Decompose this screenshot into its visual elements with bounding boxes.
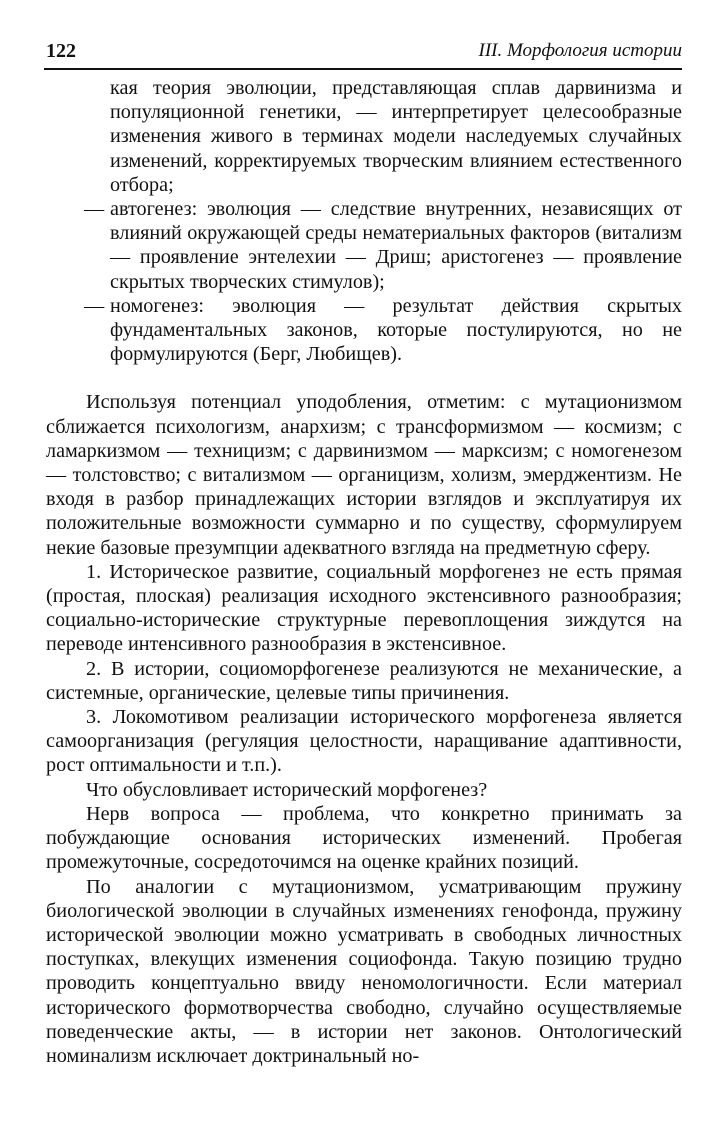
- paragraph-presumption-1: 1. Историческое развитие, социальный морфогенез не есть прямая (простая, плоская) реализация исходного экстенсивного разнообразия; социально-исторические структурные перевоплощения зиждутся на переводе интенсивного разнообразия в экстенсивное.: [46, 560, 682, 656]
- list-item-nomogenesis: [84, 294, 682, 367]
- list-item-text: номогенез: эволюция — результат действия скрытых фундаментальных законов, которые постулируются, но не формулируются (Берг, Любищев).: [110, 294, 682, 366]
- paragraph-question: Что обусловливает исторический морфогенез?: [86, 778, 488, 801]
- list-item-text: автогенез: эволюция — следствие внутренних, независящих от влияний окружающей среды нематериальных факторов (витализм — проявление энтелехии — Дриш; аристогенез — проявление скрытых творческих стимулов);: [110, 198, 682, 293]
- chapter-title: III. Морфология истории: [478, 40, 682, 61]
- list-dash: —: [84, 198, 105, 221]
- paragraph-analogies: Используя потенциал уподобления, отметим: с мутационизмом сближается психологизм, анархизм; с трансформизмом — космизм; с ламаркизмом — техницизм; с дарвинизмом — марксизм; с номогенезом — толстовство; с витализмом — органицизм, холизм, эмерджентизм. Не входя в разбор принадлежащих истории взглядов и эксплуатируя их положительные возможности суммарно и по существу, сформулируем некие базовые презумпции адекватного взгляда на предметную сферу.: [46, 391, 682, 559]
- list-item-autogenesis: [84, 197, 682, 294]
- paragraph-analogy-mutationism: По аналогии с мутационизмом, усматривающим пружину биологической эволюции в случайных изменениях генофонда, пружину исторической эволюции можно усматривать в свободных личностных поступках, влекущих изменения социофонда. Такую позицию трудно проводить концептуально ввиду неномологичности. Если материал исторического формотворчества свободно, случайно осуществляемые поведенческие акты, — в истории нет законов. Онтологический номинализм исключает доктринальный но-: [46, 875, 682, 1067]
- paragraph-presumption-3: 3. Локомотивом реализации исторического морфогенеза является самоорганизация (регуляция целостности, наращивание адаптивности, рост оптимальности и т.п.).: [46, 706, 682, 777]
- list-continuation: кая теория эволюции, представляющая сплав дарвинизма и популяционной генетики, — интерпретирует целесообразные изменения живого в терминах модели наследуемых случайных изменений, корректируемых творческим влиянием естественного отбора;: [110, 77, 682, 196]
- running-header: [44, 34, 682, 70]
- paragraph-nerve: Нерв вопроса — проблема, что конкретно принимать за побуждающие основания исторических изменений. Пробегая промежуточные, сосредоточимся на оценке крайних позиций.: [46, 802, 682, 874]
- page-body: [46, 76, 682, 1068]
- list-dash: —: [84, 294, 105, 317]
- paragraph-gap: [46, 366, 682, 390]
- page-number: 122: [46, 40, 76, 62]
- paragraph-presumption-2: 2. В истории, социоморфогенезе реализуются не механические, а системные, органические, целевые типы причинения.: [46, 657, 682, 704]
